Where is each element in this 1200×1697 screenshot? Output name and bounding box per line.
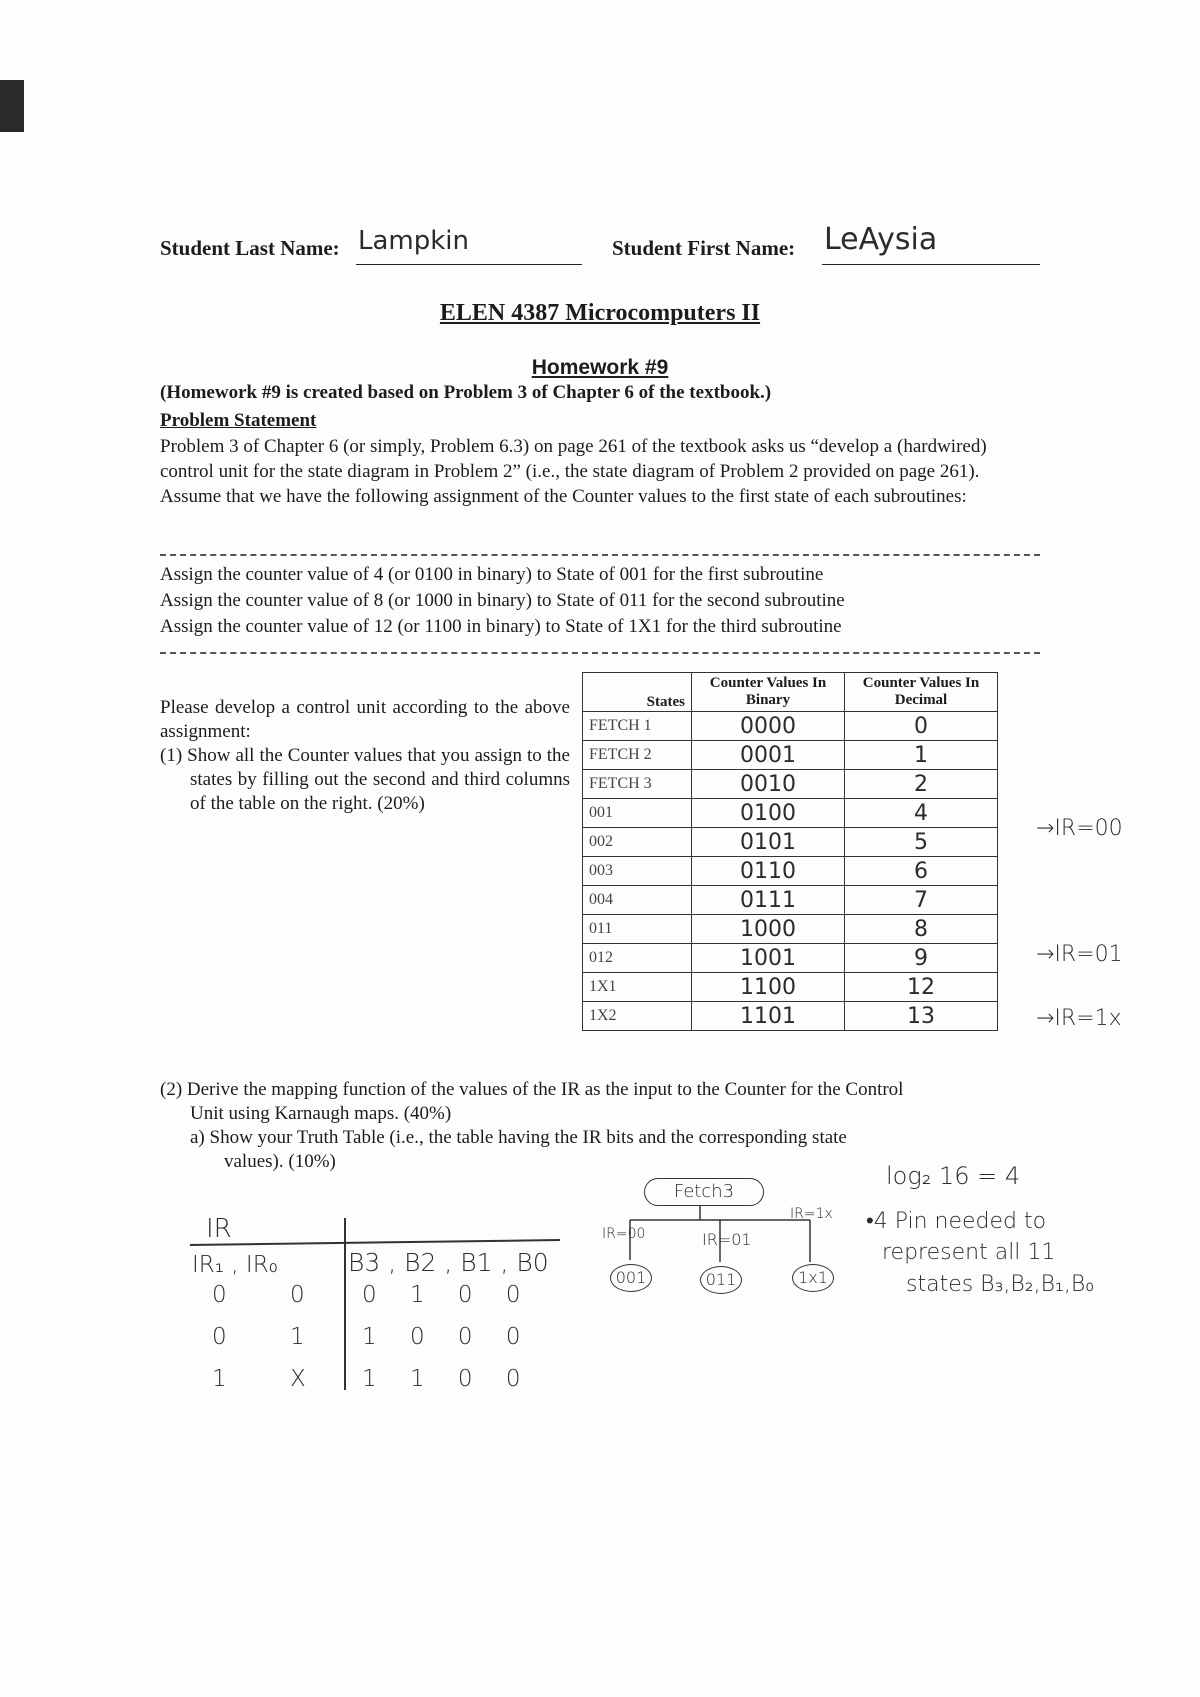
homework-title: Homework #9	[531, 356, 669, 379]
ir-note-01: →IR=01	[1036, 942, 1123, 967]
hw-row-3-ir0: X	[290, 1366, 306, 1392]
binary-cell: 1100	[692, 973, 845, 1002]
state-cell: FETCH 1	[583, 712, 692, 741]
course-title: ELEN 4387 Microcomputers II	[439, 300, 761, 326]
ir-note-00: →IR=00	[1036, 816, 1123, 841]
hw-row-2-b: 1 0 0 0	[362, 1324, 521, 1350]
decimal-cell: 13	[845, 1002, 998, 1031]
hw-branch-1x: IR=1x	[790, 1206, 833, 1222]
decimal-cell: 7	[845, 886, 998, 915]
hw-branch-01: IR=01	[702, 1230, 752, 1249]
binary-cell: 0010	[692, 770, 845, 799]
hw-pin-note-3: states B₃,B₂,B₁,B₀	[906, 1272, 1095, 1297]
instructions-intro: Please develop a control unit according to the above assignment:	[160, 697, 570, 742]
state-cell: FETCH 2	[583, 741, 692, 770]
homework-note: (Homework #9 is created based on Problem 3 of Chapter 6 of the textbook.)	[160, 382, 772, 403]
binary-cell: 0111	[692, 886, 845, 915]
header-decimal: Counter Values In Decimal	[845, 673, 998, 712]
problem-statement-body: Problem 3 of Chapter 6 (or simply, Problem 6.3) on page 261 of the textbook asks us “develop a (hardwired) control unit for the state diagram in Problem 2” (i.e., the state diagram of Problem 2 provided on page 261). Assume that we have the following assignment of the Counter values to the first state of each subroutines:	[160, 436, 987, 507]
decimal-cell: 6	[845, 857, 998, 886]
header-binary: Counter Values In Binary	[692, 673, 845, 712]
hw-row-3-b: 1 1 0 0	[362, 1366, 521, 1392]
hw-pin-note-2: represent all 11	[882, 1240, 1056, 1265]
hw-fetch3: Fetch3	[644, 1178, 764, 1206]
state-cell: 011	[583, 915, 692, 944]
header-states: States	[583, 673, 692, 712]
hw-row-3-ir1: 1	[212, 1366, 227, 1392]
state-cell: 004	[583, 886, 692, 915]
state-cell: 002	[583, 828, 692, 857]
binary-cell: 1001	[692, 944, 845, 973]
hw-row-2-ir0: 1	[290, 1324, 305, 1350]
part-2-line-1: (2) Derive the mapping function of the values of the IR as the input to the Counter for the Control	[160, 1079, 904, 1100]
hw-pin-note-1: •4 Pin needed to	[866, 1209, 1047, 1234]
binary-cell: 0000	[692, 712, 845, 741]
state-cell: 001	[583, 799, 692, 828]
decimal-cell: 12	[845, 973, 998, 1002]
state-cell: FETCH 3	[583, 770, 692, 799]
hw-row-1-ir1: 0	[212, 1282, 227, 1308]
decimal-cell: 5	[845, 828, 998, 857]
state-cell: 1X1	[583, 973, 692, 1002]
hw-state-001: 001	[610, 1264, 652, 1292]
decimal-cell: 2	[845, 770, 998, 799]
binary-cell: 1101	[692, 1002, 845, 1031]
assignment-2: Assign the counter value of 8 (or 1000 in binary) to State of 011 for the second subroutine	[160, 590, 845, 611]
assignment-3: Assign the counter value of 12 (or 1100 in binary) to State of 1X1 for the third subroutine	[160, 616, 842, 637]
part-2-line-3: a) Show your Truth Table (i.e., the table having the IR bits and the corresponding state	[190, 1127, 847, 1148]
hw-col-left: IR₁ , IR₀	[192, 1252, 278, 1278]
hw-branch-00: IR=00	[602, 1226, 646, 1242]
hw-state-011: 011	[700, 1266, 742, 1294]
hw-state-1x1: 1x1	[792, 1264, 834, 1292]
part-2-line-4: values). (10%)	[224, 1151, 336, 1172]
decimal-cell: 0	[845, 712, 998, 741]
ir-note-1x: →IR=1x	[1036, 1006, 1122, 1031]
decimal-cell: 4	[845, 799, 998, 828]
hw-row-2-ir1: 0	[212, 1324, 227, 1350]
hw-row-1-ir0: 0	[290, 1282, 305, 1308]
last-name-value: Lampkin	[358, 226, 470, 256]
hw-ir-label: IR	[206, 1214, 232, 1244]
state-cell: 003	[583, 857, 692, 886]
binary-cell: 0110	[692, 857, 845, 886]
binary-cell: 0001	[692, 741, 845, 770]
instructions-item-1: (1) Show all the Counter values that you assign to the states by filling out the second and third columns of the table on the right. (20%)	[160, 745, 570, 814]
hw-log-note: log₂ 16 = 4	[886, 1162, 1021, 1190]
decimal-cell: 8	[845, 915, 998, 944]
state-cell: 012	[583, 944, 692, 973]
hw-col-right: B3 , B2 , B1 , B0	[348, 1248, 549, 1277]
first-name-value: LeAysia	[824, 222, 938, 257]
state-cell: 1X2	[583, 1002, 692, 1031]
binary-cell: 0100	[692, 799, 845, 828]
decimal-cell: 1	[845, 741, 998, 770]
last-name-label: Student Last Name:	[160, 236, 340, 260]
first-name-label: Student First Name:	[612, 236, 796, 260]
binary-cell: 0101	[692, 828, 845, 857]
part-2-line-2: Unit using Karnaugh maps. (40%)	[190, 1103, 452, 1124]
binary-cell: 1000	[692, 915, 845, 944]
problem-statement-title: Problem Statement	[160, 410, 317, 431]
decimal-cell: 9	[845, 944, 998, 973]
assignment-1: Assign the counter value of 4 (or 0100 in binary) to State of 001 for the first subroutine	[160, 564, 824, 585]
hw-row-1-b: 0 1 0 0	[362, 1282, 521, 1308]
